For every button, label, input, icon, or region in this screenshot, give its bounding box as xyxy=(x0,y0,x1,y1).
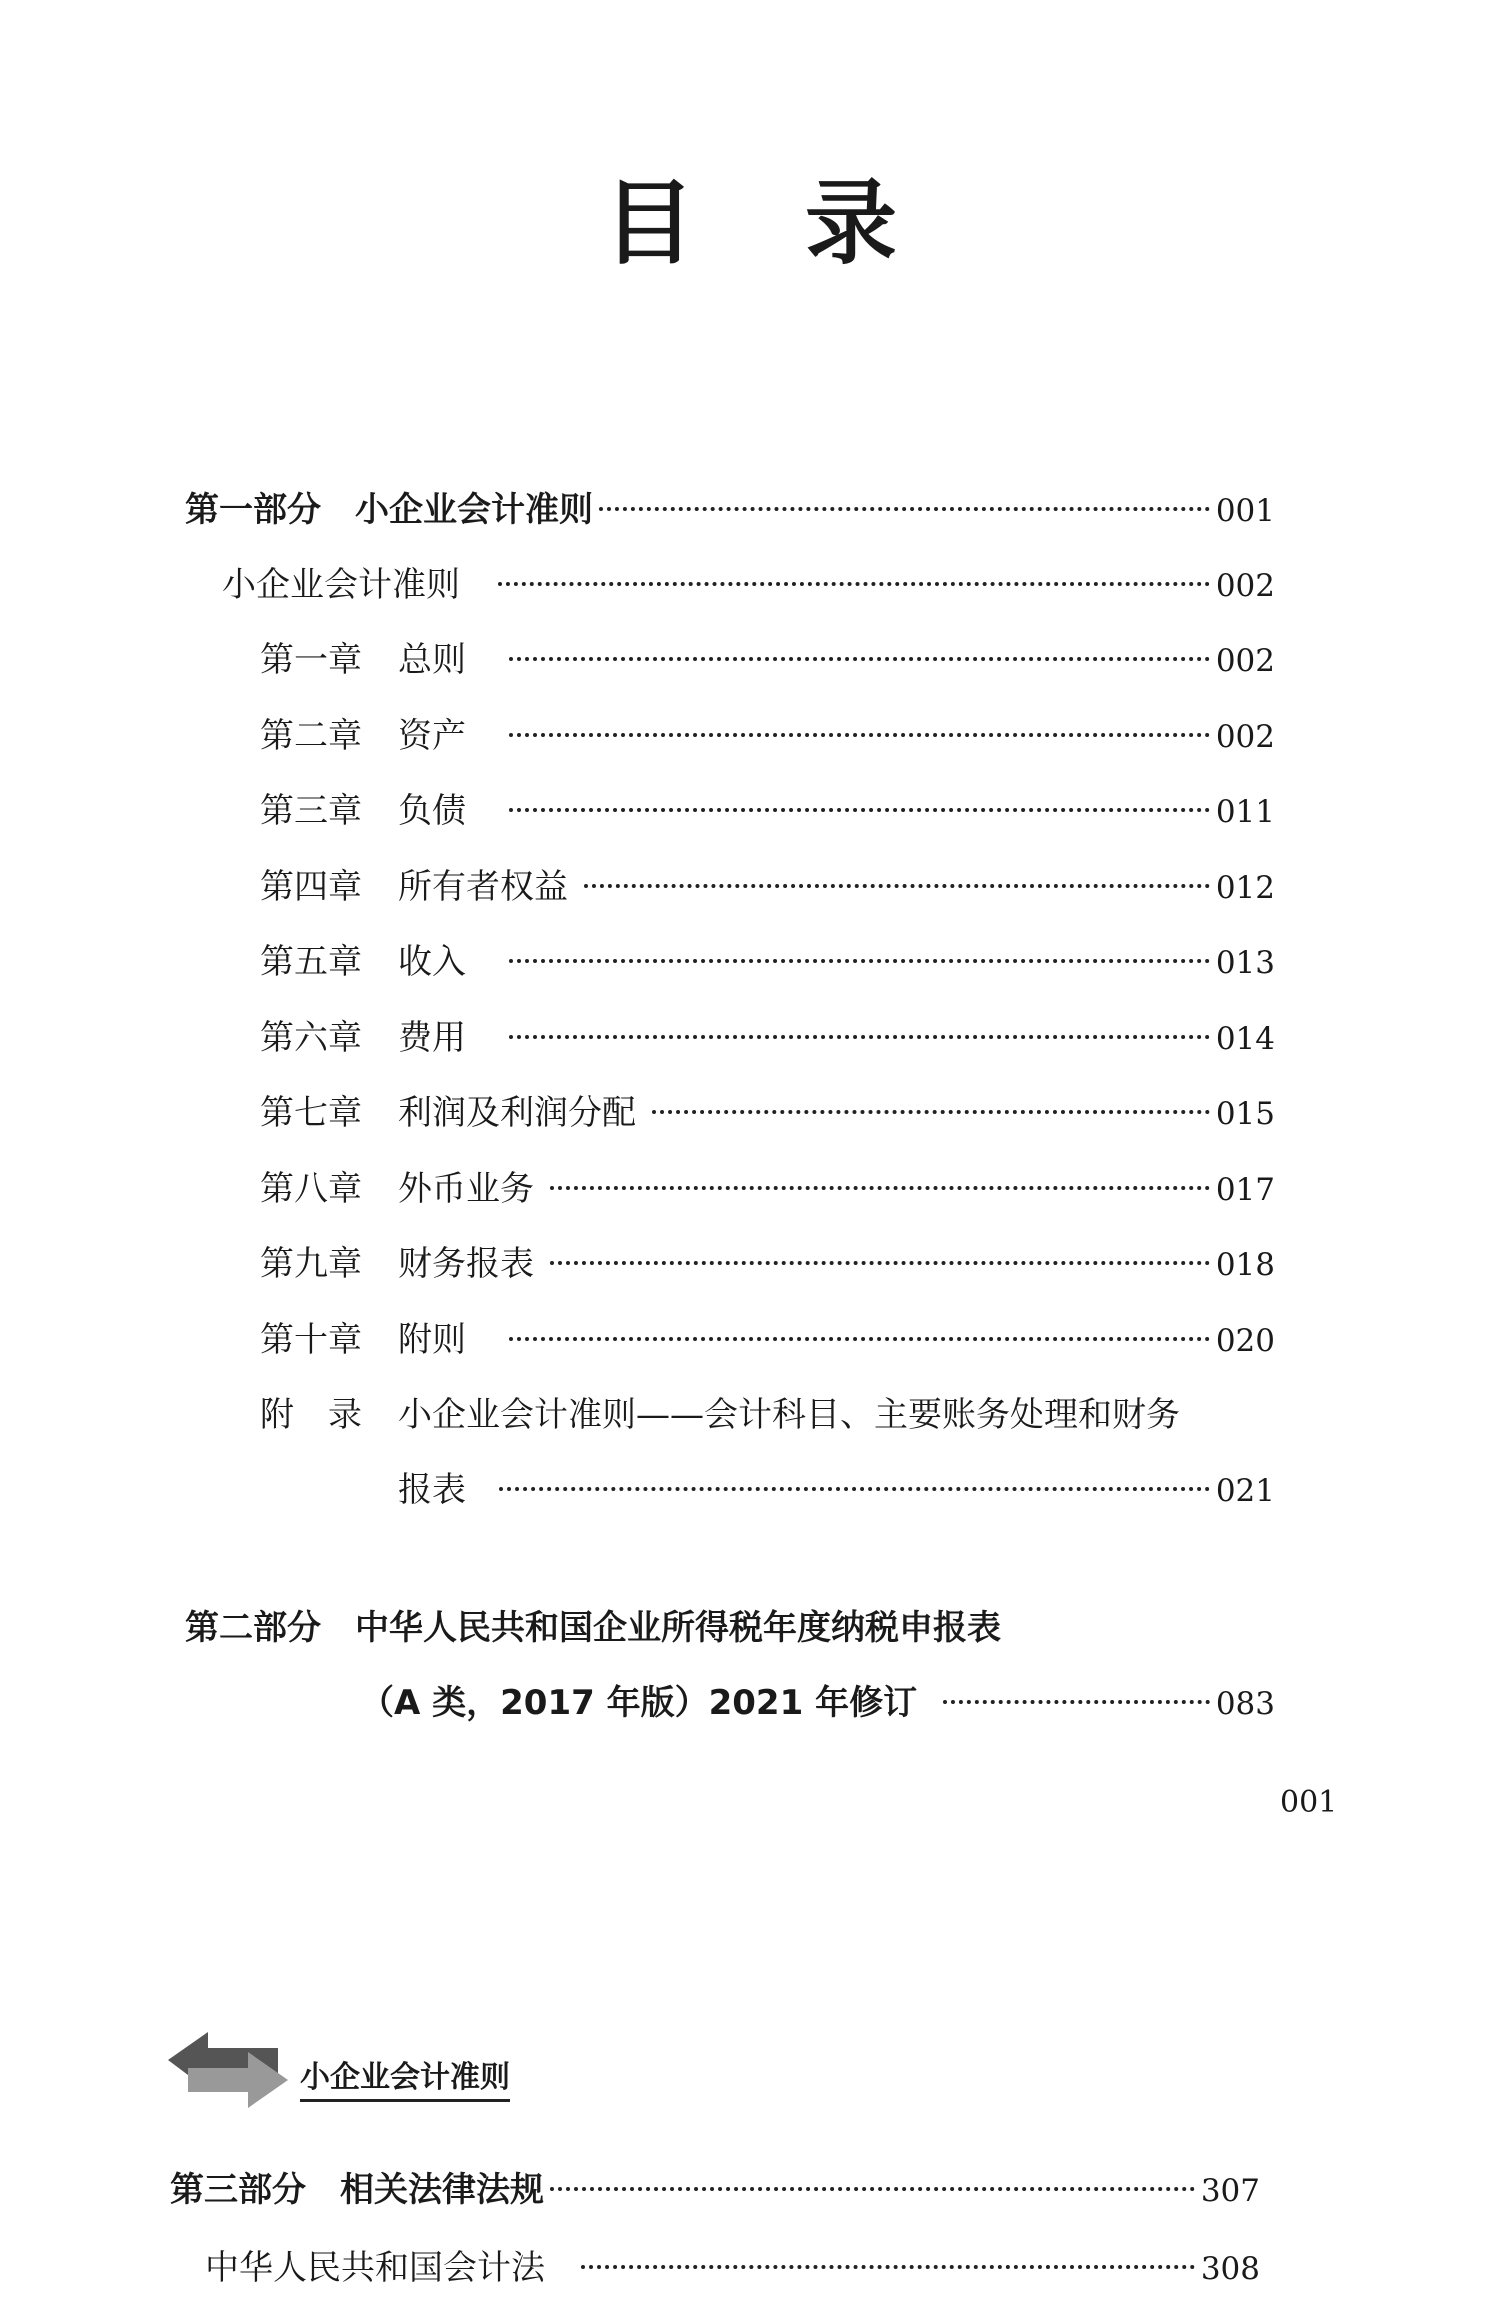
toc-chapter-num: 第三章 xyxy=(260,791,362,831)
toc-part1-label: 第一部分 小企业会计准则 xyxy=(185,490,593,530)
page-number: 001 xyxy=(1280,1785,1338,1820)
toc-chapter-title: 负债 xyxy=(398,791,466,831)
title-char-2: 录 xyxy=(805,170,898,277)
toc-chapter-6[interactable] xyxy=(260,1008,1275,1068)
toc-chapter-title: 所有者权益 xyxy=(398,866,568,907)
toc-chapter-page: 012 xyxy=(1215,869,1275,906)
toc-section-accounting-law[interactable] xyxy=(205,2238,1260,2298)
toc-chapter-5[interactable] xyxy=(260,932,1275,992)
toc-chapter-num: 第一章 xyxy=(260,640,362,680)
toc-part2-line2[interactable] xyxy=(360,1673,1275,1733)
toc-section1-label: 小企业会计准则 xyxy=(222,565,460,605)
toc-chapter-page: 017 xyxy=(1215,1171,1275,1208)
toc-section-accounting-law-label: 中华人民共和国会计法 xyxy=(205,2248,545,2288)
toc-chapter-page: 020 xyxy=(1215,1322,1275,1359)
toc-chapter-page: 011 xyxy=(1215,794,1275,830)
toc-chapter-num: 第四章 xyxy=(260,866,362,907)
toc-chapter-page: 014 xyxy=(1215,1020,1275,1057)
toc-section1[interactable] xyxy=(222,555,1275,615)
toc-part1[interactable] xyxy=(185,480,1275,540)
leader-dots xyxy=(509,733,1210,737)
toc-chapter-title: 费用 xyxy=(398,1017,466,1058)
leader-dots xyxy=(509,808,1210,812)
leader-dots xyxy=(509,1337,1210,1341)
toc-chapter-title: 外币业务 xyxy=(398,1168,534,1209)
toc-appendix-line2[interactable] xyxy=(398,1460,1275,1520)
toc-part2-page: 083 xyxy=(1215,1686,1275,1722)
toc-appendix-title-line1: 小企业会计准则——会计科目、主要账务处理和财务 xyxy=(398,1395,1180,1435)
toc-part3[interactable] xyxy=(170,2160,1260,2220)
toc-chapter-title: 资产 xyxy=(398,715,466,756)
toc-chapter-num: 第七章 xyxy=(260,1093,362,1133)
toc-chapter-4[interactable] xyxy=(260,857,1275,917)
page-title xyxy=(0,150,1500,282)
leader-dots xyxy=(943,1700,1210,1704)
toc-chapter-1[interactable] xyxy=(260,630,1275,690)
toc-part2-line2-label: （A 类，2017 年版）2021 年修订 xyxy=(360,1683,918,1723)
leader-dots xyxy=(509,657,1210,661)
toc-chapter-7[interactable] xyxy=(260,1083,1275,1143)
toc-chapter-num: 第二章 xyxy=(260,715,362,756)
toc-part1-page: 001 xyxy=(1215,493,1275,529)
leader-dots xyxy=(652,1110,1210,1114)
toc-chapter-num: 第八章 xyxy=(260,1168,362,1209)
leader-dots xyxy=(584,884,1210,888)
toc-section-accounting-law-page: 308 xyxy=(1200,2251,1260,2287)
toc-chapter-page: 002 xyxy=(1215,718,1275,755)
leader-dots xyxy=(550,2187,1195,2191)
leader-dots xyxy=(498,582,1210,586)
toc-chapter-title: 附则 xyxy=(398,1319,466,1360)
toc-chapter-page: 013 xyxy=(1215,945,1275,981)
toc-chapter-title: 收入 xyxy=(398,942,466,982)
toc-part3-label: 第三部分 相关法律法规 xyxy=(170,2170,544,2210)
toc-chapter-title: 财务报表 xyxy=(398,1244,534,1284)
leader-dots xyxy=(509,1035,1210,1039)
toc-section1-page: 002 xyxy=(1215,568,1275,604)
leader-dots xyxy=(599,507,1210,511)
leader-dots xyxy=(581,2265,1195,2269)
toc-chapter-page: 002 xyxy=(1215,643,1275,679)
toc-chapter-10[interactable] xyxy=(260,1310,1275,1370)
leader-dots xyxy=(550,1261,1210,1265)
toc-chapter-title: 利润及利润分配 xyxy=(398,1093,636,1133)
toc-appendix-num: 附 录 xyxy=(260,1395,362,1435)
toc-chapter-num: 第十章 xyxy=(260,1319,362,1360)
toc-appendix-title-line2: 报表 xyxy=(398,1470,466,1510)
toc-chapter-8[interactable] xyxy=(260,1159,1275,1219)
toc-chapter-3[interactable] xyxy=(260,781,1275,841)
toc-appendix-line1[interactable] xyxy=(260,1385,1180,1445)
book-header-title: 小企业会计准则 xyxy=(300,2052,510,2102)
toc-appendix-page: 021 xyxy=(1215,1473,1275,1509)
toc-chapter-title: 总则 xyxy=(398,640,466,680)
toc-chapter-page: 018 xyxy=(1215,1247,1275,1283)
toc-chapter-num: 第九章 xyxy=(260,1244,362,1284)
toc-chapter-2[interactable] xyxy=(260,706,1275,766)
toc-part3-page: 307 xyxy=(1200,2173,1260,2209)
leader-dots xyxy=(550,1186,1210,1190)
toc-chapter-9[interactable] xyxy=(260,1234,1275,1294)
toc-chapter-num: 第六章 xyxy=(260,1017,362,1058)
leader-dots xyxy=(509,959,1210,963)
toc-chapter-num: 第五章 xyxy=(260,942,362,982)
toc-chapter-page: 015 xyxy=(1215,1096,1275,1132)
leader-dots xyxy=(499,1487,1210,1491)
toc-part2-line1[interactable]: 第二部分 中华人民共和国企业所得税年度纳税申报表 xyxy=(185,1608,1001,1648)
title-char-1: 目 xyxy=(602,170,695,277)
